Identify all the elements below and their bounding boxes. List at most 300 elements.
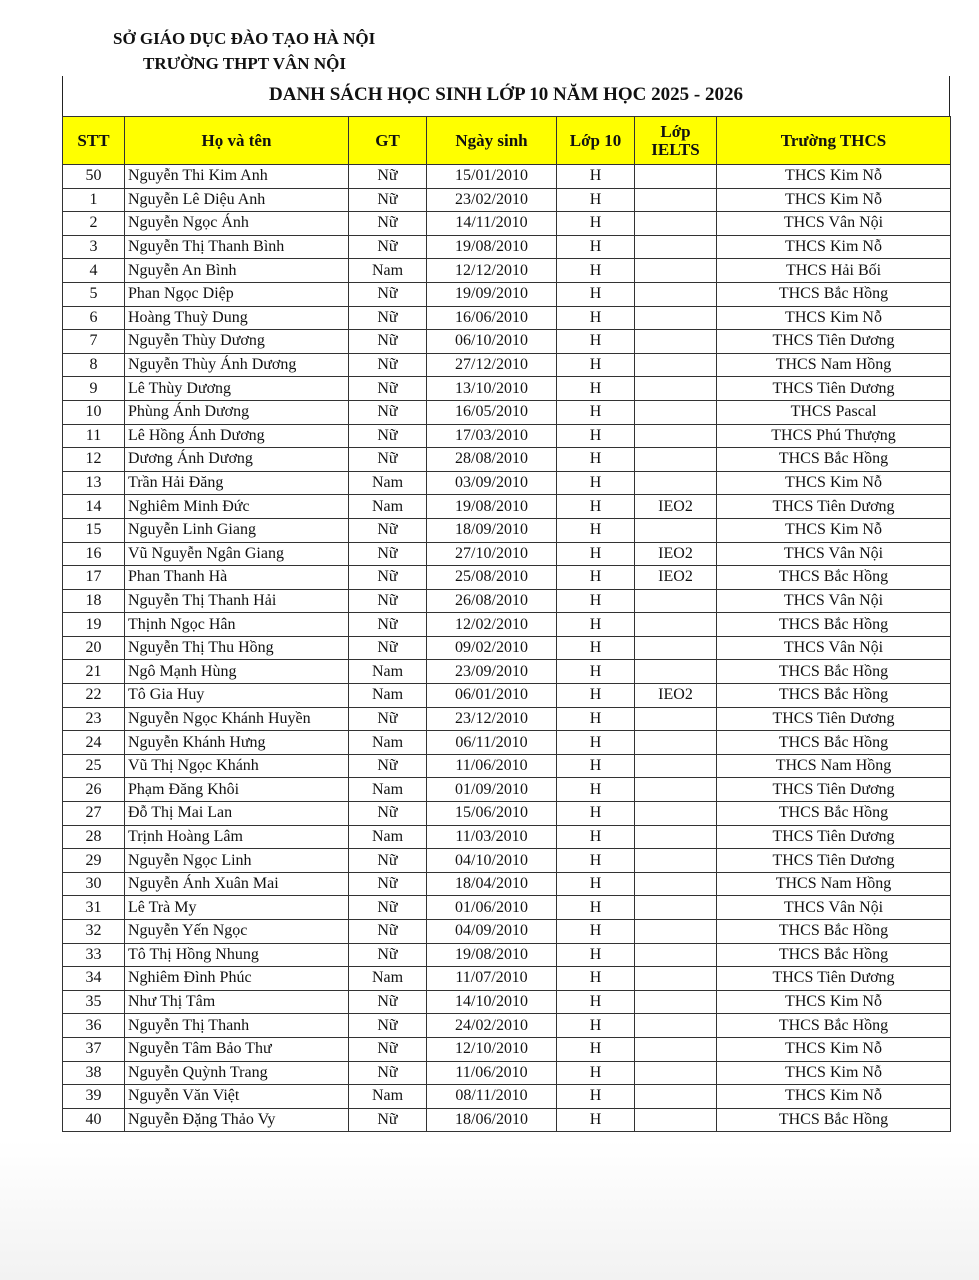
cell-name: Phùng Ánh Dương — [125, 400, 349, 424]
cell-name: Lê Thùy Dương — [125, 377, 349, 401]
cell-gender: Nam — [349, 1085, 427, 1109]
cell-dob: 16/06/2010 — [427, 306, 557, 330]
cell-name: Tô Gia Huy — [125, 684, 349, 708]
cell-gender: Nữ — [349, 306, 427, 330]
cell-ielts — [635, 613, 717, 637]
cell-ielts — [635, 872, 717, 896]
cell-stt: 18 — [63, 589, 125, 613]
cell-ielts — [635, 306, 717, 330]
cell-ielts — [635, 825, 717, 849]
cell-name: Nguyễn Lê Diệu Anh — [125, 188, 349, 212]
cell-class10: H — [557, 353, 635, 377]
table-row — [63, 330, 951, 354]
cell-dob: 04/10/2010 — [427, 849, 557, 873]
cell-stt: 21 — [63, 660, 125, 684]
cell-name: Nguyễn Thùy Dương — [125, 330, 349, 354]
cell-name: Nguyễn Ánh Xuân Mai — [125, 872, 349, 896]
cell-school: THCS Hải Bối — [717, 259, 951, 283]
school-name: TRƯỜNG THPT VÂN NỘI — [143, 54, 346, 73]
cell-name: Vũ Thị Ngọc Khánh — [125, 754, 349, 778]
cell-stt: 2 — [63, 212, 125, 236]
cell-school: THCS Vân Nội — [717, 896, 951, 920]
cell-name: Nguyễn Ngọc Ánh — [125, 212, 349, 236]
cell-school: THCS Tiên Dương — [717, 495, 951, 519]
cell-dob: 06/11/2010 — [427, 731, 557, 755]
cell-name: Nguyễn Thị Thu Hồng — [125, 636, 349, 660]
cell-school: THCS Vân Nội — [717, 589, 951, 613]
cell-ielts — [635, 802, 717, 826]
cell-stt: 38 — [63, 1061, 125, 1085]
cell-class10: H — [557, 1108, 635, 1132]
table-row — [63, 424, 951, 448]
cell-class10: H — [557, 943, 635, 967]
cell-gender: Nữ — [349, 636, 427, 660]
cell-class10: H — [557, 1061, 635, 1085]
cell-gender: Nữ — [349, 872, 427, 896]
cell-class10: H — [557, 1085, 635, 1109]
cell-dob: 09/02/2010 — [427, 636, 557, 660]
cell-school: THCS Bắc Hồng — [717, 1108, 951, 1132]
cell-class10: H — [557, 566, 635, 590]
cell-ielts — [635, 353, 717, 377]
cell-dob: 17/03/2010 — [427, 424, 557, 448]
table-row — [63, 613, 951, 637]
table-row — [63, 943, 951, 967]
cell-class10: H — [557, 495, 635, 519]
cell-ielts — [635, 589, 717, 613]
col-header-ielts — [635, 117, 717, 165]
table-row — [63, 1108, 951, 1132]
cell-school: THCS Kim Nỗ — [717, 1085, 951, 1109]
cell-class10: H — [557, 896, 635, 920]
cell-dob: 19/08/2010 — [427, 235, 557, 259]
cell-dob: 11/03/2010 — [427, 825, 557, 849]
table-row — [63, 471, 951, 495]
cell-ielts — [635, 943, 717, 967]
cell-school: THCS Nam Hồng — [717, 872, 951, 896]
cell-school: THCS Bắc Hồng — [717, 613, 951, 637]
cell-ielts — [635, 1108, 717, 1132]
cell-ielts — [635, 1037, 717, 1061]
col-header-name: Họ và tên — [125, 117, 349, 165]
cell-dob: 18/06/2010 — [427, 1108, 557, 1132]
cell-class10: H — [557, 731, 635, 755]
cell-class10: H — [557, 990, 635, 1014]
cell-gender: Nữ — [349, 212, 427, 236]
cell-school: THCS Bắc Hồng — [717, 684, 951, 708]
cell-ielts — [635, 778, 717, 802]
cell-dob: 14/10/2010 — [427, 990, 557, 1014]
table-row — [63, 1085, 951, 1109]
cell-name: Nguyễn Đặng Thảo Vy — [125, 1108, 349, 1132]
cell-name: Nguyễn Yến Ngọc — [125, 920, 349, 944]
cell-name: Nguyễn Thi Kim Anh — [125, 165, 349, 189]
table-row — [63, 684, 951, 708]
cell-stt: 4 — [63, 259, 125, 283]
cell-ielts — [635, 1085, 717, 1109]
cell-name: Nguyễn An Bình — [125, 259, 349, 283]
cell-gender: Nữ — [349, 1014, 427, 1038]
cell-stt: 50 — [63, 165, 125, 189]
col-header-stt: STT — [63, 117, 125, 165]
table-row — [63, 896, 951, 920]
cell-dob: 06/01/2010 — [427, 684, 557, 708]
cell-name: Nguyễn Quỳnh Trang — [125, 1061, 349, 1085]
table-row — [63, 400, 951, 424]
cell-gender: Nữ — [349, 589, 427, 613]
cell-dob: 18/09/2010 — [427, 518, 557, 542]
cell-stt: 7 — [63, 330, 125, 354]
cell-class10: H — [557, 613, 635, 637]
col-header-ielts-line2: IELTS — [651, 139, 700, 159]
cell-gender: Nữ — [349, 754, 427, 778]
cell-gender: Nam — [349, 825, 427, 849]
cell-school: THCS Tiên Dương — [717, 707, 951, 731]
cell-ielts — [635, 235, 717, 259]
cell-school: THCS Bắc Hồng — [717, 802, 951, 826]
cell-name: Phan Thanh Hà — [125, 566, 349, 590]
table-row — [63, 165, 951, 189]
cell-school: THCS Kim Nỗ — [717, 235, 951, 259]
cell-class10: H — [557, 424, 635, 448]
cell-class10: H — [557, 188, 635, 212]
cell-dob: 19/08/2010 — [427, 943, 557, 967]
cell-stt: 39 — [63, 1085, 125, 1109]
cell-dob: 15/06/2010 — [427, 802, 557, 826]
cell-stt: 11 — [63, 424, 125, 448]
cell-dob: 23/02/2010 — [427, 188, 557, 212]
student-table — [62, 116, 951, 1132]
cell-class10: H — [557, 518, 635, 542]
cell-stt: 17 — [63, 566, 125, 590]
cell-gender: Nữ — [349, 424, 427, 448]
cell-ielts — [635, 1061, 717, 1085]
cell-name: Nguyễn Khánh Hưng — [125, 731, 349, 755]
col-header-ielts-line1: Lớp — [660, 121, 691, 141]
cell-gender: Nữ — [349, 282, 427, 306]
cell-name: Nguyễn Thị Thanh Bình — [125, 235, 349, 259]
cell-dob: 11/07/2010 — [427, 967, 557, 991]
cell-school: THCS Bắc Hồng — [717, 566, 951, 590]
cell-school: THCS Kim Nỗ — [717, 990, 951, 1014]
cell-ielts: IEO2 — [635, 684, 717, 708]
cell-ielts — [635, 754, 717, 778]
table-row — [63, 1061, 951, 1085]
table-row — [63, 448, 951, 472]
cell-stt: 9 — [63, 377, 125, 401]
cell-stt: 13 — [63, 471, 125, 495]
table-row — [63, 849, 951, 873]
cell-school: THCS Tiên Dương — [717, 825, 951, 849]
table-row — [63, 518, 951, 542]
cell-stt: 25 — [63, 754, 125, 778]
cell-gender: Nữ — [349, 448, 427, 472]
cell-dob: 12/10/2010 — [427, 1037, 557, 1061]
cell-dob: 06/10/2010 — [427, 330, 557, 354]
cell-school: THCS Pascal — [717, 400, 951, 424]
cell-class10: H — [557, 282, 635, 306]
cell-name: Nguyễn Thùy Ánh Dương — [125, 353, 349, 377]
table-row — [63, 872, 951, 896]
cell-name: Như Thị Tâm — [125, 990, 349, 1014]
cell-gender: Nữ — [349, 518, 427, 542]
cell-school: THCS Phú Thượng — [717, 424, 951, 448]
cell-ielts — [635, 731, 717, 755]
cell-ielts — [635, 471, 717, 495]
cell-stt: 6 — [63, 306, 125, 330]
cell-school: THCS Nam Hồng — [717, 353, 951, 377]
cell-ielts — [635, 518, 717, 542]
cell-stt: 23 — [63, 707, 125, 731]
cell-name: Trần Hải Đăng — [125, 471, 349, 495]
cell-dob: 04/09/2010 — [427, 920, 557, 944]
cell-school: THCS Bắc Hồng — [717, 731, 951, 755]
cell-class10: H — [557, 636, 635, 660]
cell-ielts: IEO2 — [635, 542, 717, 566]
cell-dob: 28/08/2010 — [427, 448, 557, 472]
cell-dob: 18/04/2010 — [427, 872, 557, 896]
cell-ielts — [635, 896, 717, 920]
cell-ielts: IEO2 — [635, 495, 717, 519]
cell-class10: H — [557, 707, 635, 731]
cell-school: THCS Tiên Dương — [717, 377, 951, 401]
table-row — [63, 212, 951, 236]
cell-stt: 1 — [63, 188, 125, 212]
cell-gender: Nữ — [349, 377, 427, 401]
cell-name: Nghiêm Đình Phúc — [125, 967, 349, 991]
cell-gender: Nam — [349, 684, 427, 708]
table-row — [63, 825, 951, 849]
table-row — [63, 589, 951, 613]
cell-ielts — [635, 849, 717, 873]
cell-dob: 24/02/2010 — [427, 1014, 557, 1038]
cell-school: THCS Vân Nội — [717, 542, 951, 566]
cell-class10: H — [557, 377, 635, 401]
cell-stt: 37 — [63, 1037, 125, 1061]
cell-stt: 28 — [63, 825, 125, 849]
cell-class10: H — [557, 1014, 635, 1038]
table-row — [63, 377, 951, 401]
cell-stt: 32 — [63, 920, 125, 944]
cell-class10: H — [557, 825, 635, 849]
department-name: SỞ GIÁO DỤC ĐÀO TẠO HÀ NỘI — [113, 29, 376, 48]
cell-school: THCS Kim Nỗ — [717, 188, 951, 212]
cell-name: Vũ Nguyễn Ngân Giang — [125, 542, 349, 566]
cell-dob: 14/11/2010 — [427, 212, 557, 236]
page-bottom-area — [0, 1140, 979, 1280]
cell-dob: 23/09/2010 — [427, 660, 557, 684]
cell-ielts — [635, 330, 717, 354]
cell-class10: H — [557, 684, 635, 708]
cell-gender: Nữ — [349, 188, 427, 212]
cell-gender: Nữ — [349, 542, 427, 566]
cell-gender: Nam — [349, 660, 427, 684]
cell-class10: H — [557, 259, 635, 283]
cell-ielts — [635, 165, 717, 189]
cell-school: THCS Vân Nội — [717, 636, 951, 660]
cell-name: Lê Trà My — [125, 896, 349, 920]
cell-name: Nguyễn Ngọc Khánh Huyền — [125, 707, 349, 731]
cell-class10: H — [557, 872, 635, 896]
cell-class10: H — [557, 306, 635, 330]
cell-stt: 29 — [63, 849, 125, 873]
cell-gender: Nữ — [349, 990, 427, 1014]
cell-gender: Nữ — [349, 235, 427, 259]
col-header-dob: Ngày sinh — [427, 117, 557, 165]
cell-stt: 3 — [63, 235, 125, 259]
cell-stt: 26 — [63, 778, 125, 802]
cell-ielts — [635, 282, 717, 306]
cell-school: THCS Bắc Hồng — [717, 1014, 951, 1038]
cell-stt: 31 — [63, 896, 125, 920]
cell-gender: Nữ — [349, 1037, 427, 1061]
cell-ielts — [635, 990, 717, 1014]
cell-school: THCS Tiên Dương — [717, 967, 951, 991]
cell-gender: Nam — [349, 495, 427, 519]
cell-dob: 27/12/2010 — [427, 353, 557, 377]
cell-school: THCS Vân Nội — [717, 212, 951, 236]
cell-school: THCS Kim Nỗ — [717, 1037, 951, 1061]
cell-school: THCS Kim Nỗ — [717, 1061, 951, 1085]
table-row — [63, 306, 951, 330]
cell-school: THCS Kim Nỗ — [717, 471, 951, 495]
cell-stt: 35 — [63, 990, 125, 1014]
cell-name: Nguyễn Tâm Bảo Thư — [125, 1037, 349, 1061]
cell-class10: H — [557, 235, 635, 259]
cell-dob: 12/12/2010 — [427, 259, 557, 283]
cell-gender: Nam — [349, 471, 427, 495]
table-row — [63, 802, 951, 826]
cell-gender: Nữ — [349, 920, 427, 944]
cell-name: Phạm Đăng Khôi — [125, 778, 349, 802]
table-row — [63, 1037, 951, 1061]
cell-stt: 5 — [63, 282, 125, 306]
cell-class10: H — [557, 920, 635, 944]
cell-class10: H — [557, 448, 635, 472]
table-row — [63, 235, 951, 259]
cell-school: THCS Kim Nỗ — [717, 518, 951, 542]
cell-name: Nguyễn Thị Thanh Hải — [125, 589, 349, 613]
cell-ielts: IEO2 — [635, 566, 717, 590]
cell-stt: 27 — [63, 802, 125, 826]
table-row — [63, 188, 951, 212]
cell-gender: Nữ — [349, 165, 427, 189]
cell-gender: Nữ — [349, 613, 427, 637]
cell-name: Nguyễn Ngọc Linh — [125, 849, 349, 873]
table-row — [63, 707, 951, 731]
cell-stt: 30 — [63, 872, 125, 896]
table-row — [63, 660, 951, 684]
cell-ielts — [635, 920, 717, 944]
cell-gender: Nữ — [349, 943, 427, 967]
cell-dob: 01/09/2010 — [427, 778, 557, 802]
cell-dob: 11/06/2010 — [427, 754, 557, 778]
cell-name: Thịnh Ngọc Hân — [125, 613, 349, 637]
cell-stt: 16 — [63, 542, 125, 566]
cell-class10: H — [557, 754, 635, 778]
cell-school: THCS Bắc Hồng — [717, 920, 951, 944]
cell-dob: 26/08/2010 — [427, 589, 557, 613]
cell-dob: 01/06/2010 — [427, 896, 557, 920]
col-header-school: Trường THCS — [717, 117, 951, 165]
cell-class10: H — [557, 589, 635, 613]
cell-gender: Nữ — [349, 1108, 427, 1132]
table-row — [63, 353, 951, 377]
table-row — [63, 920, 951, 944]
table-row — [63, 754, 951, 778]
table-row — [63, 990, 951, 1014]
cell-gender: Nữ — [349, 1061, 427, 1085]
cell-stt: 22 — [63, 684, 125, 708]
cell-class10: H — [557, 967, 635, 991]
cell-name: Tô Thị Hồng Nhung — [125, 943, 349, 967]
cell-class10: H — [557, 802, 635, 826]
cell-gender: Nữ — [349, 802, 427, 826]
cell-dob: 19/08/2010 — [427, 495, 557, 519]
table-row — [63, 967, 951, 991]
table-row — [63, 636, 951, 660]
table-row — [63, 731, 951, 755]
cell-gender: Nữ — [349, 353, 427, 377]
table-row — [63, 542, 951, 566]
cell-class10: H — [557, 849, 635, 873]
cell-ielts — [635, 448, 717, 472]
cell-ielts — [635, 212, 717, 236]
cell-name: Nguyễn Văn Việt — [125, 1085, 349, 1109]
cell-dob: 11/06/2010 — [427, 1061, 557, 1085]
cell-ielts — [635, 259, 717, 283]
cell-class10: H — [557, 165, 635, 189]
cell-ielts — [635, 660, 717, 684]
table-row — [63, 566, 951, 590]
cell-ielts — [635, 400, 717, 424]
cell-class10: H — [557, 1037, 635, 1061]
table-body — [63, 165, 951, 1132]
page-title: DANH SÁCH HỌC SINH LỚP 10 NĂM HỌC 2025 - 2026 — [269, 84, 743, 105]
table-header-row — [63, 117, 951, 165]
cell-school: THCS Tiên Dương — [717, 778, 951, 802]
cell-name: Đỗ Thị Mai Lan — [125, 802, 349, 826]
cell-stt: 8 — [63, 353, 125, 377]
cell-school: THCS Bắc Hồng — [717, 282, 951, 306]
cell-dob: 19/09/2010 — [427, 282, 557, 306]
cell-stt: 14 — [63, 495, 125, 519]
cell-dob: 15/01/2010 — [427, 165, 557, 189]
cell-ielts — [635, 188, 717, 212]
table-row — [63, 259, 951, 283]
cell-stt: 36 — [63, 1014, 125, 1038]
cell-dob: 12/02/2010 — [427, 613, 557, 637]
cell-gender: Nữ — [349, 896, 427, 920]
cell-stt: 10 — [63, 400, 125, 424]
cell-class10: H — [557, 542, 635, 566]
cell-stt: 34 — [63, 967, 125, 991]
cell-gender: Nữ — [349, 330, 427, 354]
cell-dob: 13/10/2010 — [427, 377, 557, 401]
cell-stt: 15 — [63, 518, 125, 542]
table-row — [63, 495, 951, 519]
cell-school: THCS Kim Nỗ — [717, 165, 951, 189]
cell-name: Hoàng Thuỳ Dung — [125, 306, 349, 330]
col-header-gender: GT — [349, 117, 427, 165]
cell-stt: 12 — [63, 448, 125, 472]
cell-dob: 25/08/2010 — [427, 566, 557, 590]
cell-gender: Nữ — [349, 849, 427, 873]
cell-ielts — [635, 636, 717, 660]
cell-name: Nguyễn Thị Thanh — [125, 1014, 349, 1038]
cell-name: Ngô Mạnh Hùng — [125, 660, 349, 684]
cell-class10: H — [557, 400, 635, 424]
